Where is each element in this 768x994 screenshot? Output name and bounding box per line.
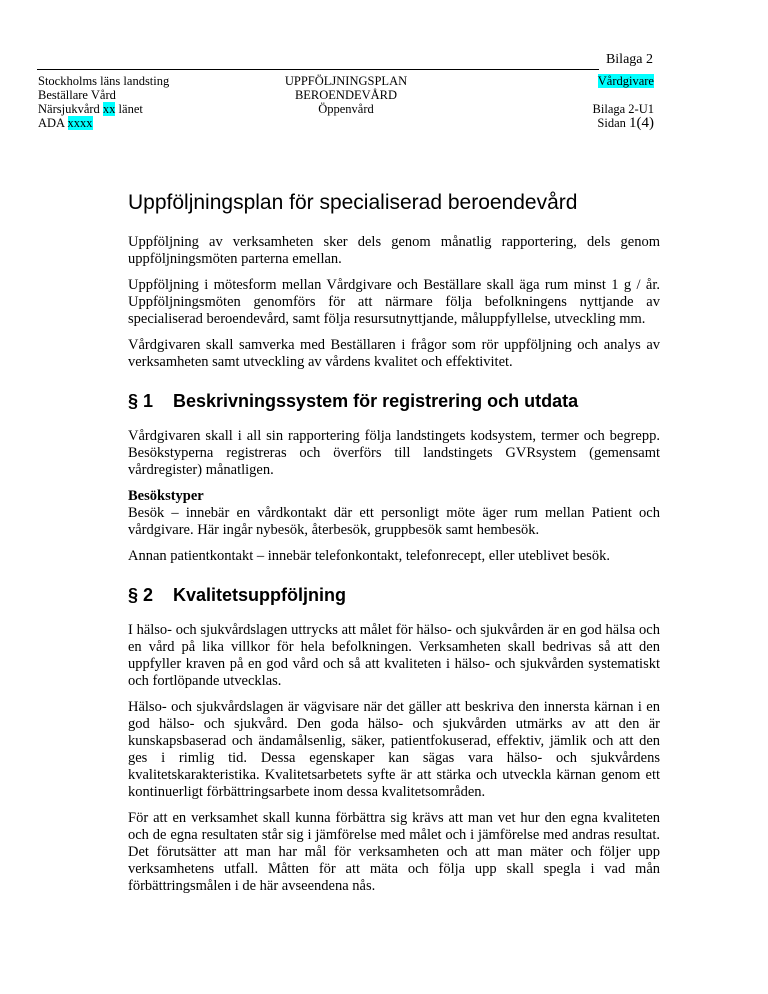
document-title: Uppföljningsplan för specialiserad beroendevård [128,191,578,214]
attachment-label: Bilaga 2 [605,52,653,67]
paragraph: Hälso- och sjukvårdslagen är vägvisare när det gäller att beskriva den innersta kärnan i en god hälso- och sjukvård. Den goda hälso- och sjukvården utmärks av att den är kunskapsbaserad och ändamålsenlig, säker, patientfokuserad, effektiv, jämlik och att den ges i rimlig tid. Dessa egenskaper kan sägas vara hälso- och sjukvårdens kvalitetskarakteristika. Kvalitetsarbetets syfte är att stärka och utveckla kärnan genom ett kontinuerligt förbättringsarbete inom dessa kvalitetsområden. [128,699,660,800]
paragraph: För att en verksamhet skall kunna förbättra sig krävs att man vet hur den egna kvaliteten och de egna resultaten står sig i jämförelse med målet och i jämförelse med andras resultat. Det förutsätter att man har mål för verksamheten och att man mäter och följer upp verksamhetens utfall. Måtten för att mäta och följa upp skall spegla i vad mån förbättringsmålen i de här avseendena nås. [128,810,660,894]
section-heading [128,390,660,412]
page-number: Sidan 1(4) [597,115,654,131]
paragraph: Uppföljning i mötesform mellan Vårdgivare och Beställare skall äga rum minst 1 g / år. Uppföljningsmöten genomförs för att närmare följa befolkningens nyttjande av specialiserad beroendevård, samt följa resursutnyttjande, måluppfyllelse, utveckling mm. [128,277,660,327]
org-name: Stockholms läns landsting [38,74,170,88]
header-divider [37,69,599,70]
attachment-code: Bilaga 2-U1 [592,102,654,116]
section-title: Kvalitetsuppföljning [173,585,346,605]
doc-type-line: BEROENDEVÅRD [294,88,398,102]
paragraph: I hälso- och sjukvårdslagen uttrycks att målet för hälso- och sjukvården är en god hälsa och en vård på lika villkor för hela befolkningen. Verksamheten skall bedrivas så att den uppfyller kraven på en god vård och så att kvaliteten i hälso- och sjukvården systematiskt och fortlöpande utvecklas. [128,622,660,689]
section-number: § 1 [128,391,154,411]
paragraph: Vårdgivaren skall i all sin rapportering följa landstingets kodsystem, termer och begrepp. Besökstyperna registreras och överförs till landstingets GVRsystem (gemensamt vårdregister) månatligen. [128,428,660,478]
section-number: § 2 [128,585,154,605]
paragraph: Vårdgivaren skall samverka med Beställaren i frågor som rör uppföljning och analys av verksamheten samt utveckling av vårdens kvalitet och effektivitet. [128,337,660,370]
header-organization [38,74,169,130]
org-unit: Närsjukvård xx länet [38,102,143,116]
paragraph: Annan patientkontakt – innebär telefonkontakt, telefonrecept, eller uteblivet besök. [128,548,610,564]
section-title: Beskrivningssystem för registrering och utdata [173,391,579,411]
placeholder-highlight: xx [102,102,116,116]
org-ada: ADA xxxx [38,116,93,130]
paragraph: Besök – innebär en vårdkontakt där ett personligt möte äger rum mellan Patient och vårdgivare. Här ingår nybesök, återbesök, gruppbesök samt hembesök. [128,505,660,538]
doc-type-line: Öppenvård [318,102,374,116]
header-document-type [255,74,437,116]
placeholder-highlight: xxxx [67,116,93,130]
provider-label: Vårdgivare [597,74,654,88]
header-page-info [593,74,654,130]
org-department: Beställare Vård [38,88,116,102]
document-body [128,190,660,904]
subheading: Besökstyper [128,488,204,504]
doc-type-line: UPPFÖLJNINGSPLAN [284,74,408,88]
paragraph: Uppföljning av verksamheten sker dels genom månatlig rapportering, dels genom uppföljningsmöten parterna emellan. [128,234,660,267]
section-heading [128,584,660,606]
